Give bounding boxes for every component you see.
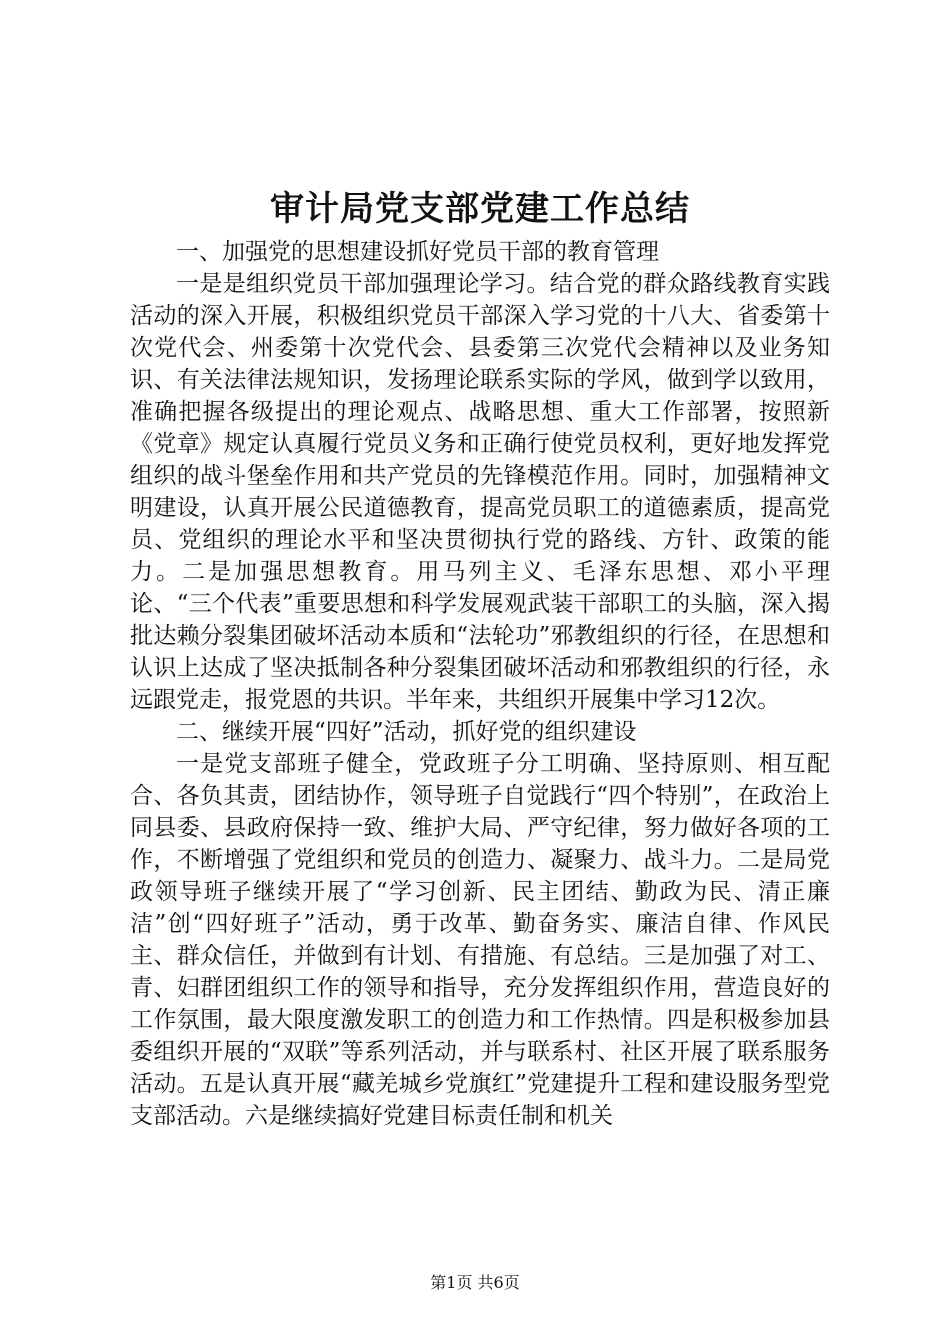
page-number-footer: 第1页 共6页 [430,1273,520,1292]
section-heading-1: 一、加强党的思想建设抓好党员干部的教育管理 [176,239,659,265]
body-paragraph-2: 一是党支部班子健全，党政班子分工明确、坚持原则、相互配合、各负其责，团结协作，领导班子自觉践行“四个特别”，在政治上同县委、县政府保持一致、维护大局、严守纪律，努力做好各项的工作，不断增强了党组织和党员的创造力、凝聚力、战斗力。二是局党政领导班子继续开展了“学习创新、民主团结、勤政为民、清正廉洁”创“四好班子”活动，勇于改革、勤奋务实、廉洁自律、作风民主、群众信任，并做到有计划、有措施、有总结。三是加强了对工、青、妇群团组织工作的领导和指导，充分发挥组织作用，营造良好的工作氛围，最大限度激发职工的创造力和工作热情。四是积极参加县委组织开展的“双联”等系列活动，并与联系村、社区开展了联系服务活动。五是认真开展“藏羌城乡党旗红”党建提升工程和建设服务型党支部活动。六是继续搞好党建目标责任制和机关 [130,751,830,1129]
document-page [130,184,830,1132]
document-title: 审计局党支部党建工作总结 [270,189,690,229]
section-heading-2: 二、继续开展“四好”活动，抓好党的组织建设 [176,719,637,745]
body-paragraph-1: 一是是组织党员干部加强理论学习。结合党的群众路线教育实践活动的深入开展，积极组织党员干部深入学习党的十八大、省委第十次党代会、州委第十次党代会、县委第三次党代会精神以及业务知识、有关法律法规知识，发扬理论联系实际的学风，做到学以致用，准确把握各级提出的理论观点、战略思想、重大工作部署，按照新《党章》规定认真履行党员义务和正确行使党员权利，更好地发挥党组织的战斗堡垒作用和共产党员的先锋模范作用。同时，加强精神文明建设，认真开展公民道德教育，提高党员职工的道德素质，提高党员、党组织的理论水平和坚决贯彻执行党的路线、方针、政策的能力。二是加强思想教育。用马列主义、毛泽东思想、邓小平理论、“三个代表”重要思想和科学发展观武装干部职工的头脑，深入揭批达赖分裂集团破坏活动本质和“法轮功”邪教组织的行径，在思想和认识上达成了坚决抵制各种分裂集团破坏活动和邪教组织的行径，永远跟党走，报党恩的共识。半年来，共组织开展集中学习12次。 [130,271,830,713]
